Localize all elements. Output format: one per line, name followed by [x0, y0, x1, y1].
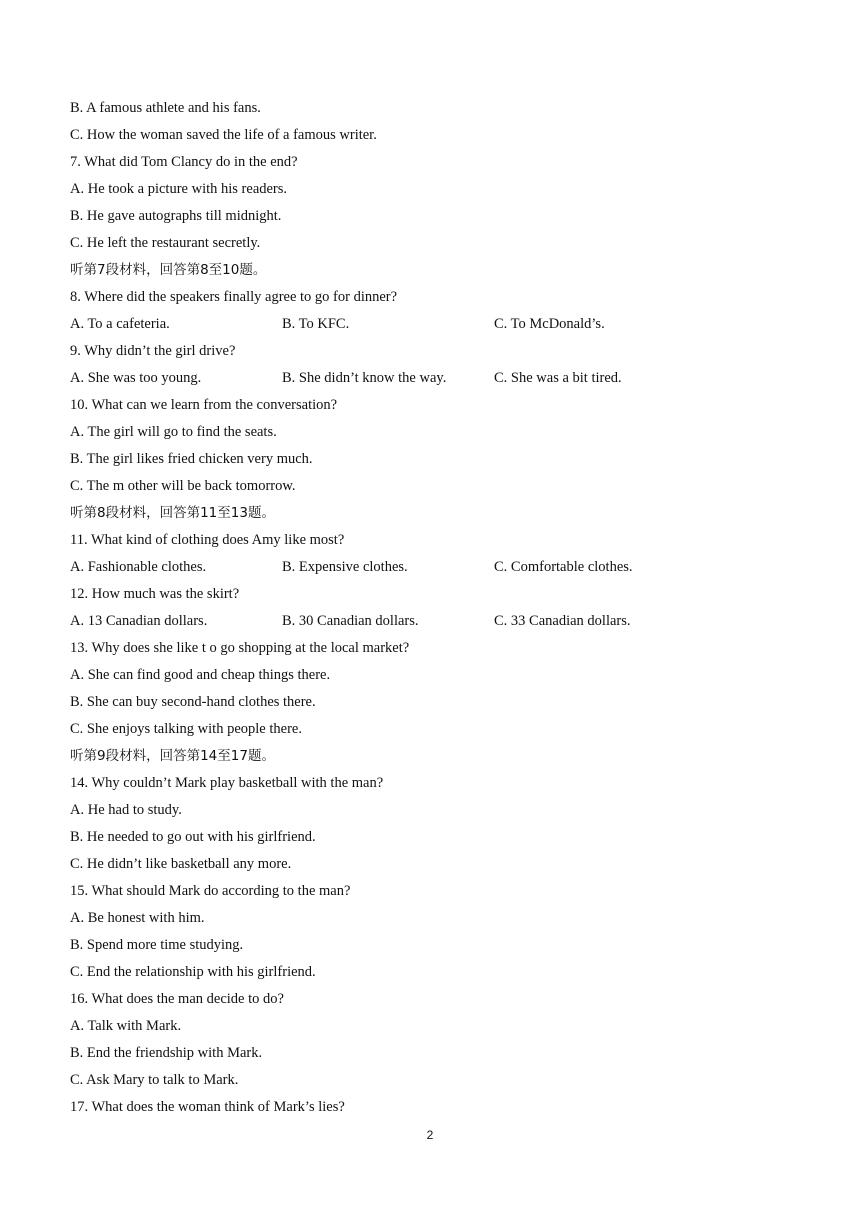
question-list: [70, 97, 810, 1123]
option-text: C. To McDonald’s.: [494, 316, 605, 332]
option-row: [70, 610, 810, 637]
section-instruction: 听第7段材料，回答第8至10题。: [70, 262, 267, 278]
option-text: C. Comfortable clothes.: [494, 559, 633, 575]
option-text: B. He gave autographs till midnight.: [70, 208, 282, 224]
option-text: B. Spend more time studying.: [70, 937, 244, 953]
option-row: [70, 367, 810, 394]
question-text: 8. Where did the speakers finally agree to go for dinner?: [70, 289, 398, 305]
option-row: [70, 313, 810, 340]
option-text: B. She can buy second-hand clothes there.: [70, 694, 316, 710]
option-text: B. End the friendship with Mark.: [70, 1045, 263, 1061]
question-text: 16. What does the man decide to do?: [70, 991, 284, 1007]
option-text: B. He needed to go out with his girlfriend.: [70, 829, 316, 845]
option-text: A. 13 Canadian dollars.: [70, 613, 208, 629]
section-instruction: 听第8段材料，回答第11至13题。: [70, 505, 275, 521]
option-text: B. The girl likes fried chicken very much.: [70, 451, 313, 467]
section-instruction: 听第9段材料，回答第14至17题。: [70, 748, 275, 764]
option-text: C. He left the restaurant secretly.: [70, 235, 261, 251]
question-text: 7. What did Tom Clancy do in the end?: [70, 154, 298, 170]
option-text: C. The m other will be back tomorrow.: [70, 478, 296, 494]
option-text: B. To KFC.: [282, 316, 350, 332]
question-text: 17. What does the woman think of Mark’s lies?: [70, 1099, 345, 1115]
option-text: A. Fashionable clothes.: [70, 559, 207, 575]
question-text: 11. What kind of clothing does Amy like most?: [70, 532, 345, 548]
question-text: 10. What can we learn from the conversation?: [70, 397, 338, 413]
question-text: 13. Why does she like t o go shopping at the local market?: [70, 640, 410, 656]
option-text: A. She can find good and cheap things there.: [70, 667, 331, 683]
option-row: [70, 556, 810, 583]
option-text: C. She enjoys talking with people there.: [70, 721, 302, 737]
option-text: A. To a cafeteria.: [70, 316, 170, 332]
option-text: C. Ask Mary to talk to Mark.: [70, 1072, 239, 1088]
option-text: B. A famous athlete and his fans.: [70, 100, 261, 116]
question-text: 9. Why didn’t the girl drive?: [70, 343, 236, 359]
page-number: 2: [426, 1128, 434, 1142]
question-text: 15. What should Mark do according to the man?: [70, 883, 351, 899]
option-text: A. He took a picture with his readers.: [70, 181, 288, 197]
option-text: B. Expensive clothes.: [282, 559, 408, 575]
question-text: 12. How much was the skirt?: [70, 586, 240, 602]
option-text: B. She didn’t know the way.: [282, 370, 447, 386]
option-text: C. End the relationship with his girlfriend.: [70, 964, 316, 980]
option-text: A. He had to study.: [70, 802, 182, 818]
option-text: C. 33 Canadian dollars.: [494, 613, 631, 629]
question-text: 14. Why couldn’t Mark play basketball with the man?: [70, 775, 384, 791]
option-text: A. Be honest with him.: [70, 910, 205, 926]
option-text: C. He didn’t like basketball any more.: [70, 856, 292, 872]
option-text: C. She was a bit tired.: [494, 370, 622, 386]
option-text: A. The girl will go to find the seats.: [70, 424, 277, 440]
option-text: C. How the woman saved the life of a famous writer.: [70, 127, 377, 143]
option-text: A. Talk with Mark.: [70, 1018, 182, 1034]
option-text: A. She was too young.: [70, 370, 202, 386]
option-text: B. 30 Canadian dollars.: [282, 613, 419, 629]
